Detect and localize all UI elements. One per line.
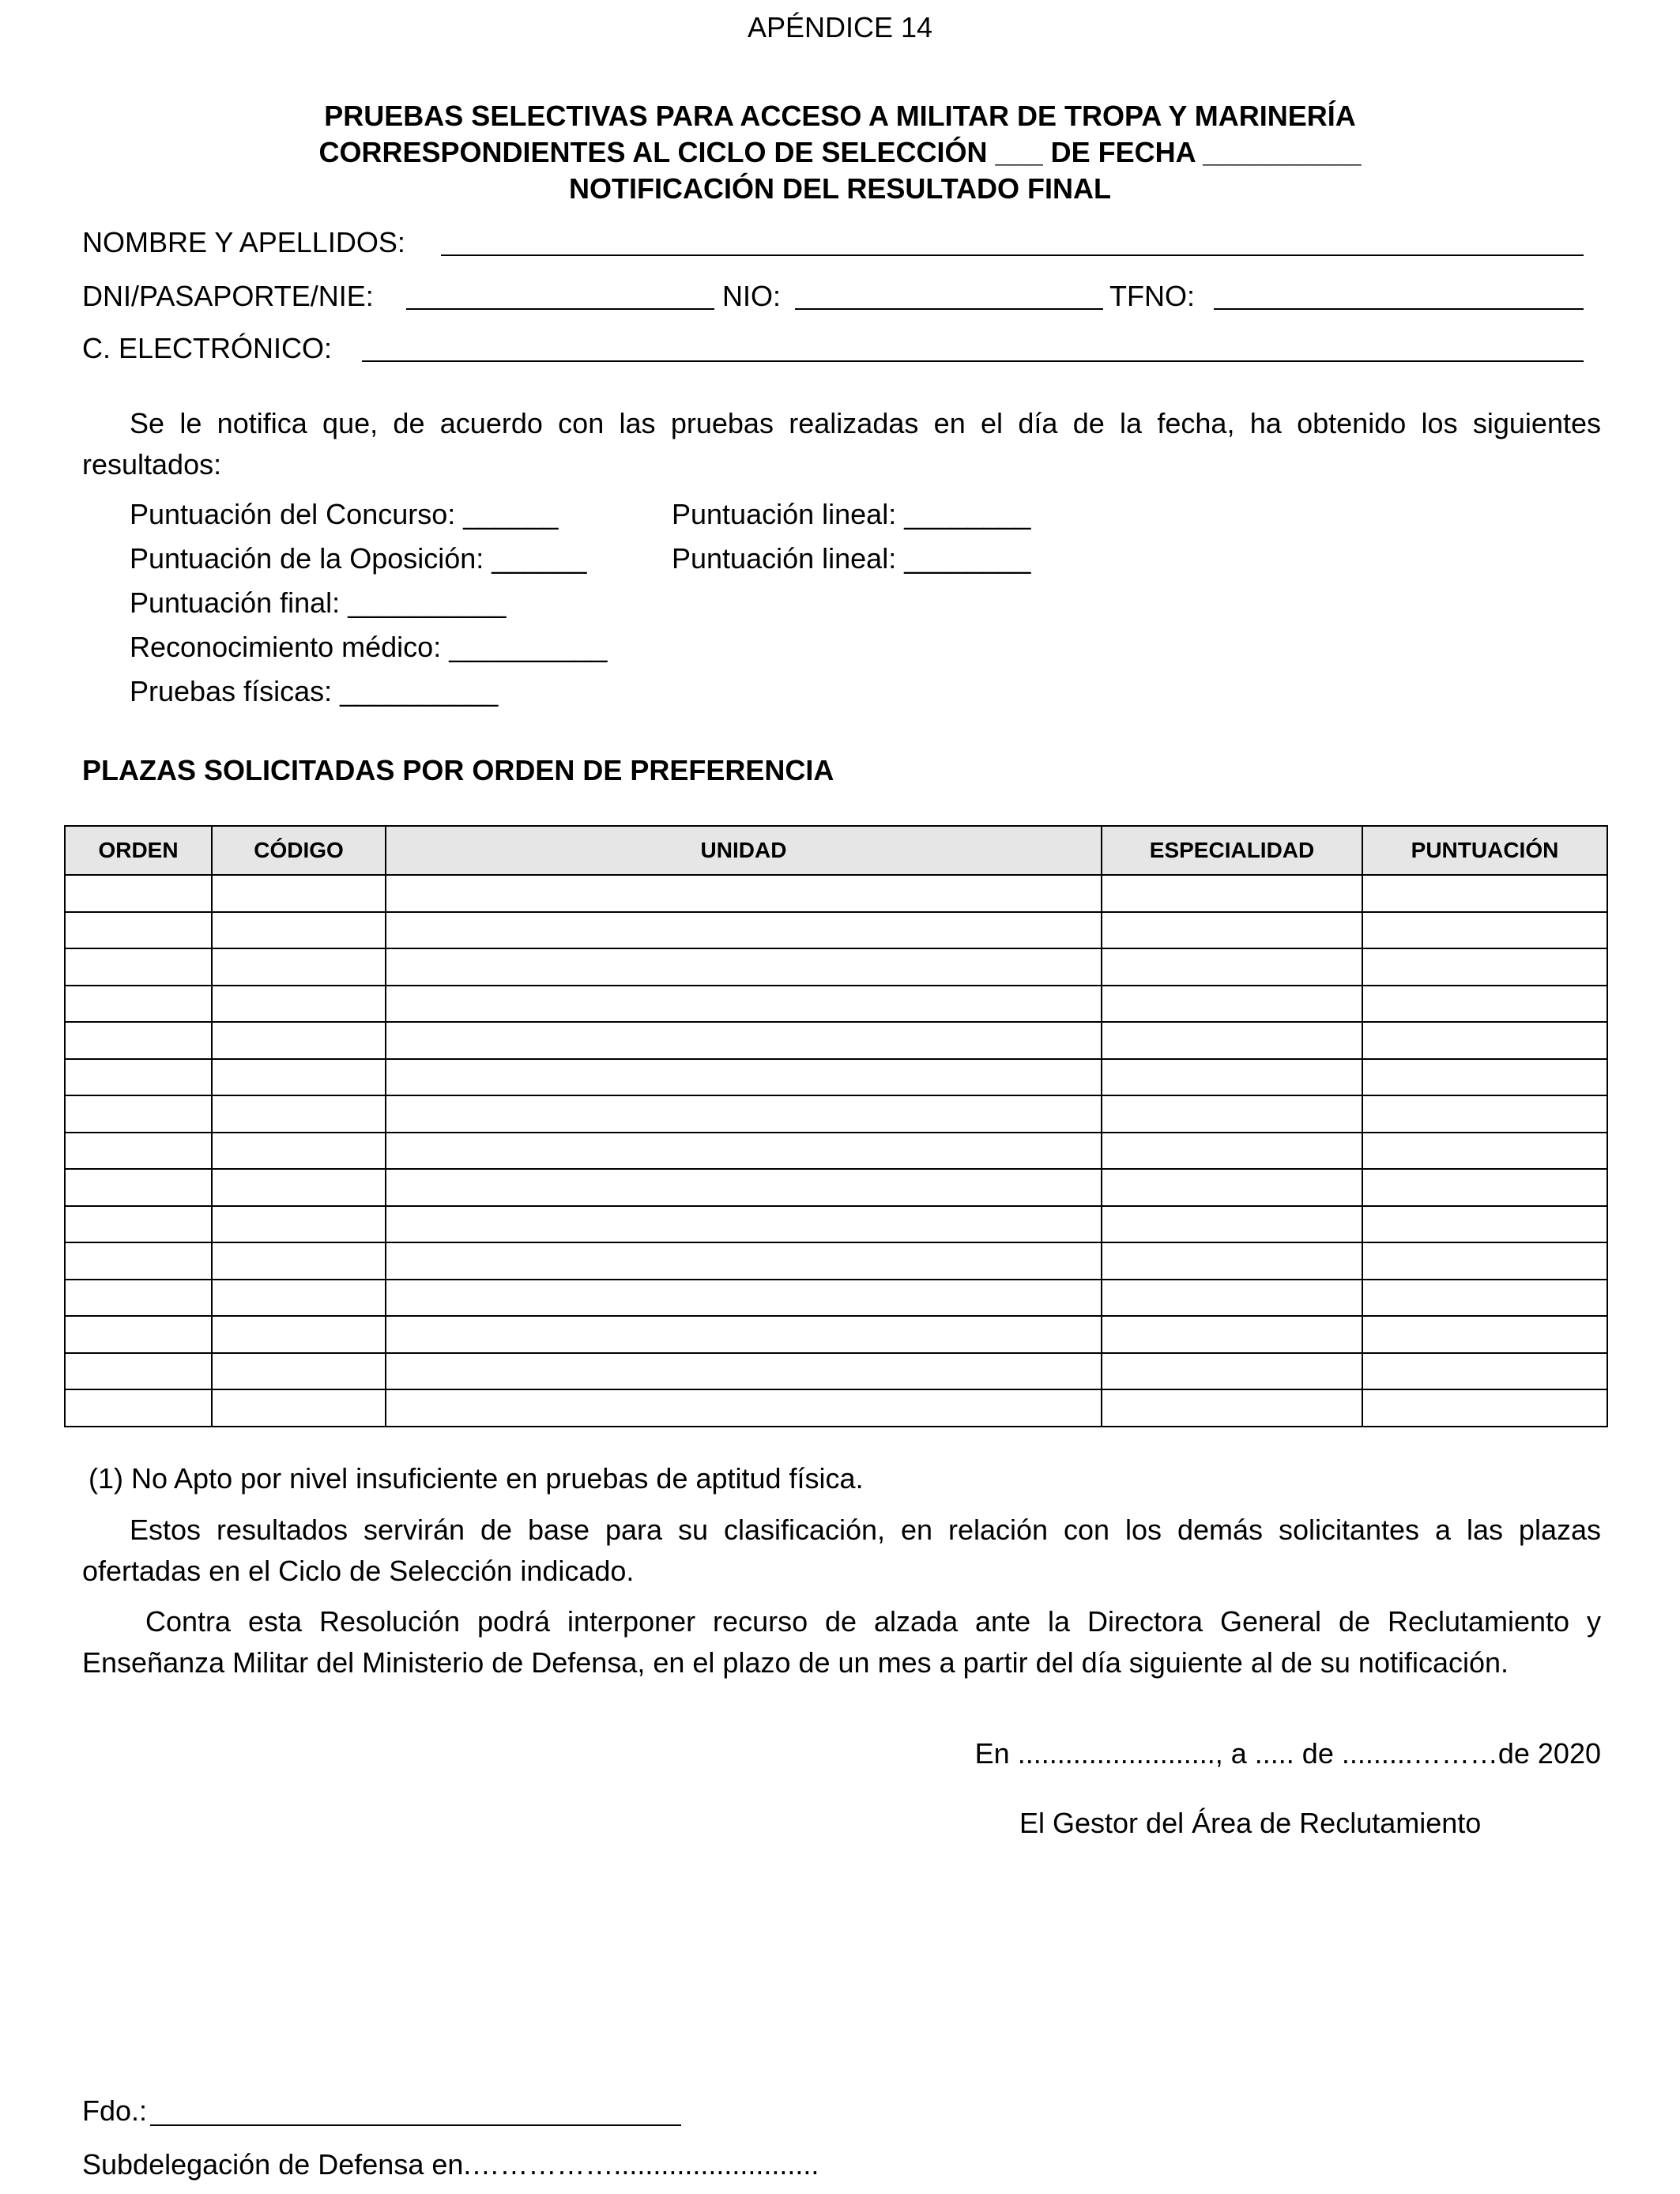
table-cell[interactable]: [1102, 1242, 1362, 1280]
table-cell[interactable]: [1102, 1316, 1362, 1353]
table-cell[interactable]: [212, 1280, 386, 1317]
table-cell[interactable]: [1362, 1095, 1607, 1133]
table-cell[interactable]: [1102, 1353, 1362, 1390]
table-cell[interactable]: [1362, 1169, 1607, 1206]
place-date: En ........................., a ..... de .........………de 2020: [974, 1737, 1601, 1770]
score-concurso: Puntuación del Concurso: ______: [130, 498, 559, 530]
table-row: [65, 1169, 1607, 1206]
table-cell[interactable]: [212, 912, 386, 949]
table-cell[interactable]: [1102, 1206, 1362, 1243]
title-line-2: CORRESPONDIENTES AL CICLO DE SELECCIÓN ___ DE FECHA __________: [318, 136, 1362, 168]
table-cell[interactable]: [65, 1316, 212, 1353]
dni-label: DNI/PASAPORTE/NIE:: [82, 280, 374, 312]
table-cell[interactable]: [65, 1022, 212, 1059]
table-cell[interactable]: [386, 1133, 1102, 1170]
table-row: [65, 1353, 1607, 1390]
col-header-unidad: UNIDAD: [386, 826, 1102, 875]
score-lineal-1: Puntuación lineal: ________: [672, 498, 1031, 530]
preferences-table: [64, 825, 1608, 1427]
table-cell[interactable]: [1362, 1353, 1607, 1390]
table-cell[interactable]: [1362, 986, 1607, 1023]
table-cell[interactable]: [386, 1022, 1102, 1059]
intro-paragraph: [82, 403, 1601, 485]
table-row: [65, 948, 1607, 986]
table-cell[interactable]: [65, 1095, 212, 1133]
nio-label: NIO:: [722, 280, 782, 312]
table-cell[interactable]: [212, 1095, 386, 1133]
table-cell[interactable]: [386, 1169, 1102, 1206]
table-header-row: [65, 826, 1607, 875]
table-row: [65, 986, 1607, 1023]
table-cell[interactable]: [386, 1059, 1102, 1096]
score-fisicas: Pruebas físicas: __________: [130, 675, 499, 707]
table-cell[interactable]: [65, 1353, 212, 1390]
table-cell[interactable]: [212, 1059, 386, 1096]
table-row: [65, 1280, 1607, 1317]
table-cell[interactable]: [1102, 1022, 1362, 1059]
table-cell[interactable]: [212, 1316, 386, 1353]
col-header-puntuacion: PUNTUACIÓN: [1362, 826, 1607, 875]
title-line-3: NOTIFICACIÓN DEL RESULTADO FINAL: [569, 172, 1111, 205]
table-row: [65, 912, 1607, 949]
table-cell[interactable]: [65, 1169, 212, 1206]
col-header-orden: ORDEN: [65, 826, 212, 875]
table-row: [65, 1133, 1607, 1170]
tfno-label: TFNO:: [1109, 280, 1195, 312]
signature-label: Fdo.:: [82, 2094, 148, 2127]
email-field[interactable]: [362, 360, 1584, 362]
table-row: [65, 1242, 1607, 1280]
table-cell[interactable]: [212, 1022, 386, 1059]
table-cell[interactable]: [212, 1133, 386, 1170]
table-cell[interactable]: [1362, 912, 1607, 949]
table-cell[interactable]: [212, 1169, 386, 1206]
table-cell[interactable]: [65, 1389, 212, 1427]
table-cell[interactable]: [65, 1280, 212, 1317]
table-cell[interactable]: [1102, 1059, 1362, 1096]
col-header-especialidad: ESPECIALIDAD: [1102, 826, 1362, 875]
table-cell[interactable]: [212, 948, 386, 986]
table-cell[interactable]: [212, 1353, 386, 1390]
table-cell[interactable]: [386, 1206, 1102, 1243]
table-cell[interactable]: [1102, 1280, 1362, 1317]
table-cell[interactable]: [1102, 912, 1362, 949]
table-cell[interactable]: [1362, 1133, 1607, 1170]
appendix-label: APÉNDICE 14: [747, 11, 933, 43]
table-cell[interactable]: [212, 986, 386, 1023]
table-cell[interactable]: [1362, 1242, 1607, 1280]
title-line-1: PRUEBAS SELECTIVAS PARA ACCESO A MILITAR DE TROPA Y MARINERÍA: [324, 100, 1356, 132]
table-cell[interactable]: [386, 1280, 1102, 1317]
table-cell[interactable]: [1362, 1316, 1607, 1353]
tfno-field[interactable]: [1214, 308, 1584, 310]
table-cell[interactable]: [386, 948, 1102, 986]
table-cell[interactable]: [65, 948, 212, 986]
name-field[interactable]: [441, 254, 1584, 256]
table-cell[interactable]: [386, 986, 1102, 1023]
dni-field[interactable]: [406, 308, 714, 310]
table-cell[interactable]: [386, 912, 1102, 949]
table-cell[interactable]: [212, 1389, 386, 1427]
table-cell[interactable]: [1362, 948, 1607, 986]
table-cell[interactable]: [1102, 948, 1362, 986]
table-cell[interactable]: [65, 1206, 212, 1243]
score-oposicion: Puntuación de la Oposición: ______: [130, 542, 587, 575]
table-cell[interactable]: [1362, 1022, 1607, 1059]
table-cell[interactable]: [1362, 875, 1607, 912]
table-cell[interactable]: [65, 1133, 212, 1170]
intro-text: Se le notifica que, de acuerdo con las pruebas realizadas en el día de la fecha, ha obtenido los siguientes resultados:: [82, 407, 1601, 481]
table-cell[interactable]: [65, 912, 212, 949]
table-cell[interactable]: [212, 1242, 386, 1280]
table-cell[interactable]: [1362, 1389, 1607, 1427]
footnote: (1) No Apto por nivel insuficiente en pruebas de aptitud física.: [89, 1462, 864, 1495]
table-cell[interactable]: [386, 875, 1102, 912]
col-header-codigo: CÓDIGO: [212, 826, 386, 875]
table-cell[interactable]: [1102, 986, 1362, 1023]
table-cell[interactable]: [1102, 1389, 1362, 1427]
table-cell[interactable]: [65, 1242, 212, 1280]
results-text: Estos resultados servirán de base para su clasificación, en relación con los demás solicitantes a las plazas ofertadas en el Ciclo de Selección indicado.: [82, 1514, 1601, 1587]
table-cell[interactable]: [386, 1389, 1102, 1427]
table-row: [65, 1022, 1607, 1059]
section-title: PLAZAS SOLICITADAS POR ORDEN DE PREFERENCIA: [82, 754, 834, 786]
table-cell[interactable]: [386, 1353, 1102, 1390]
table-cell[interactable]: [386, 1095, 1102, 1133]
table-cell[interactable]: [386, 1242, 1102, 1280]
table-row: [65, 1059, 1607, 1096]
table-cell[interactable]: [1102, 1169, 1362, 1206]
email-label: C. ELECTRÓNICO:: [82, 332, 333, 364]
score-medico: Reconocimiento médico: __________: [130, 631, 608, 663]
table-cell[interactable]: [65, 1059, 212, 1096]
table-cell[interactable]: [1362, 1059, 1607, 1096]
table-cell[interactable]: [1102, 875, 1362, 912]
table-cell[interactable]: [212, 875, 386, 912]
name-label: NOMBRE Y APELLIDOS:: [82, 226, 405, 258]
table-row: [65, 1316, 1607, 1353]
table-row: [65, 1389, 1607, 1427]
appeal-text: Contra esta Resolución podrá interponer recurso de alzada ante la Directora General de Reclutamiento y Enseñanza Militar del Ministerio de Defensa, en el plazo de un mes a partir del día siguiente al de su notificación.: [82, 1605, 1601, 1679]
score-final: Puntuación final: __________: [130, 586, 507, 619]
table-cell[interactable]: [65, 986, 212, 1023]
table-cell[interactable]: [1362, 1206, 1607, 1243]
results-paragraph: [82, 1510, 1601, 1592]
signature-field[interactable]: [150, 2124, 681, 2126]
table-row: [65, 1095, 1607, 1133]
nio-field[interactable]: [795, 308, 1103, 310]
table-cell[interactable]: [1102, 1133, 1362, 1170]
signer-title: El Gestor del Área de Reclutamiento: [1019, 1807, 1482, 1839]
subdelegation-label: Subdelegación de Defensa en.……………..........................: [82, 2148, 819, 2181]
table-cell[interactable]: [1102, 1095, 1362, 1133]
table-cell[interactable]: [1362, 1280, 1607, 1317]
table-cell[interactable]: [212, 1206, 386, 1243]
table-row: [65, 1206, 1607, 1243]
table-row: [65, 875, 1607, 912]
table-cell[interactable]: [65, 875, 212, 912]
appeal-paragraph: [82, 1601, 1601, 1683]
score-lineal-2: Puntuación lineal: ________: [672, 542, 1031, 575]
table-cell[interactable]: [386, 1316, 1102, 1353]
